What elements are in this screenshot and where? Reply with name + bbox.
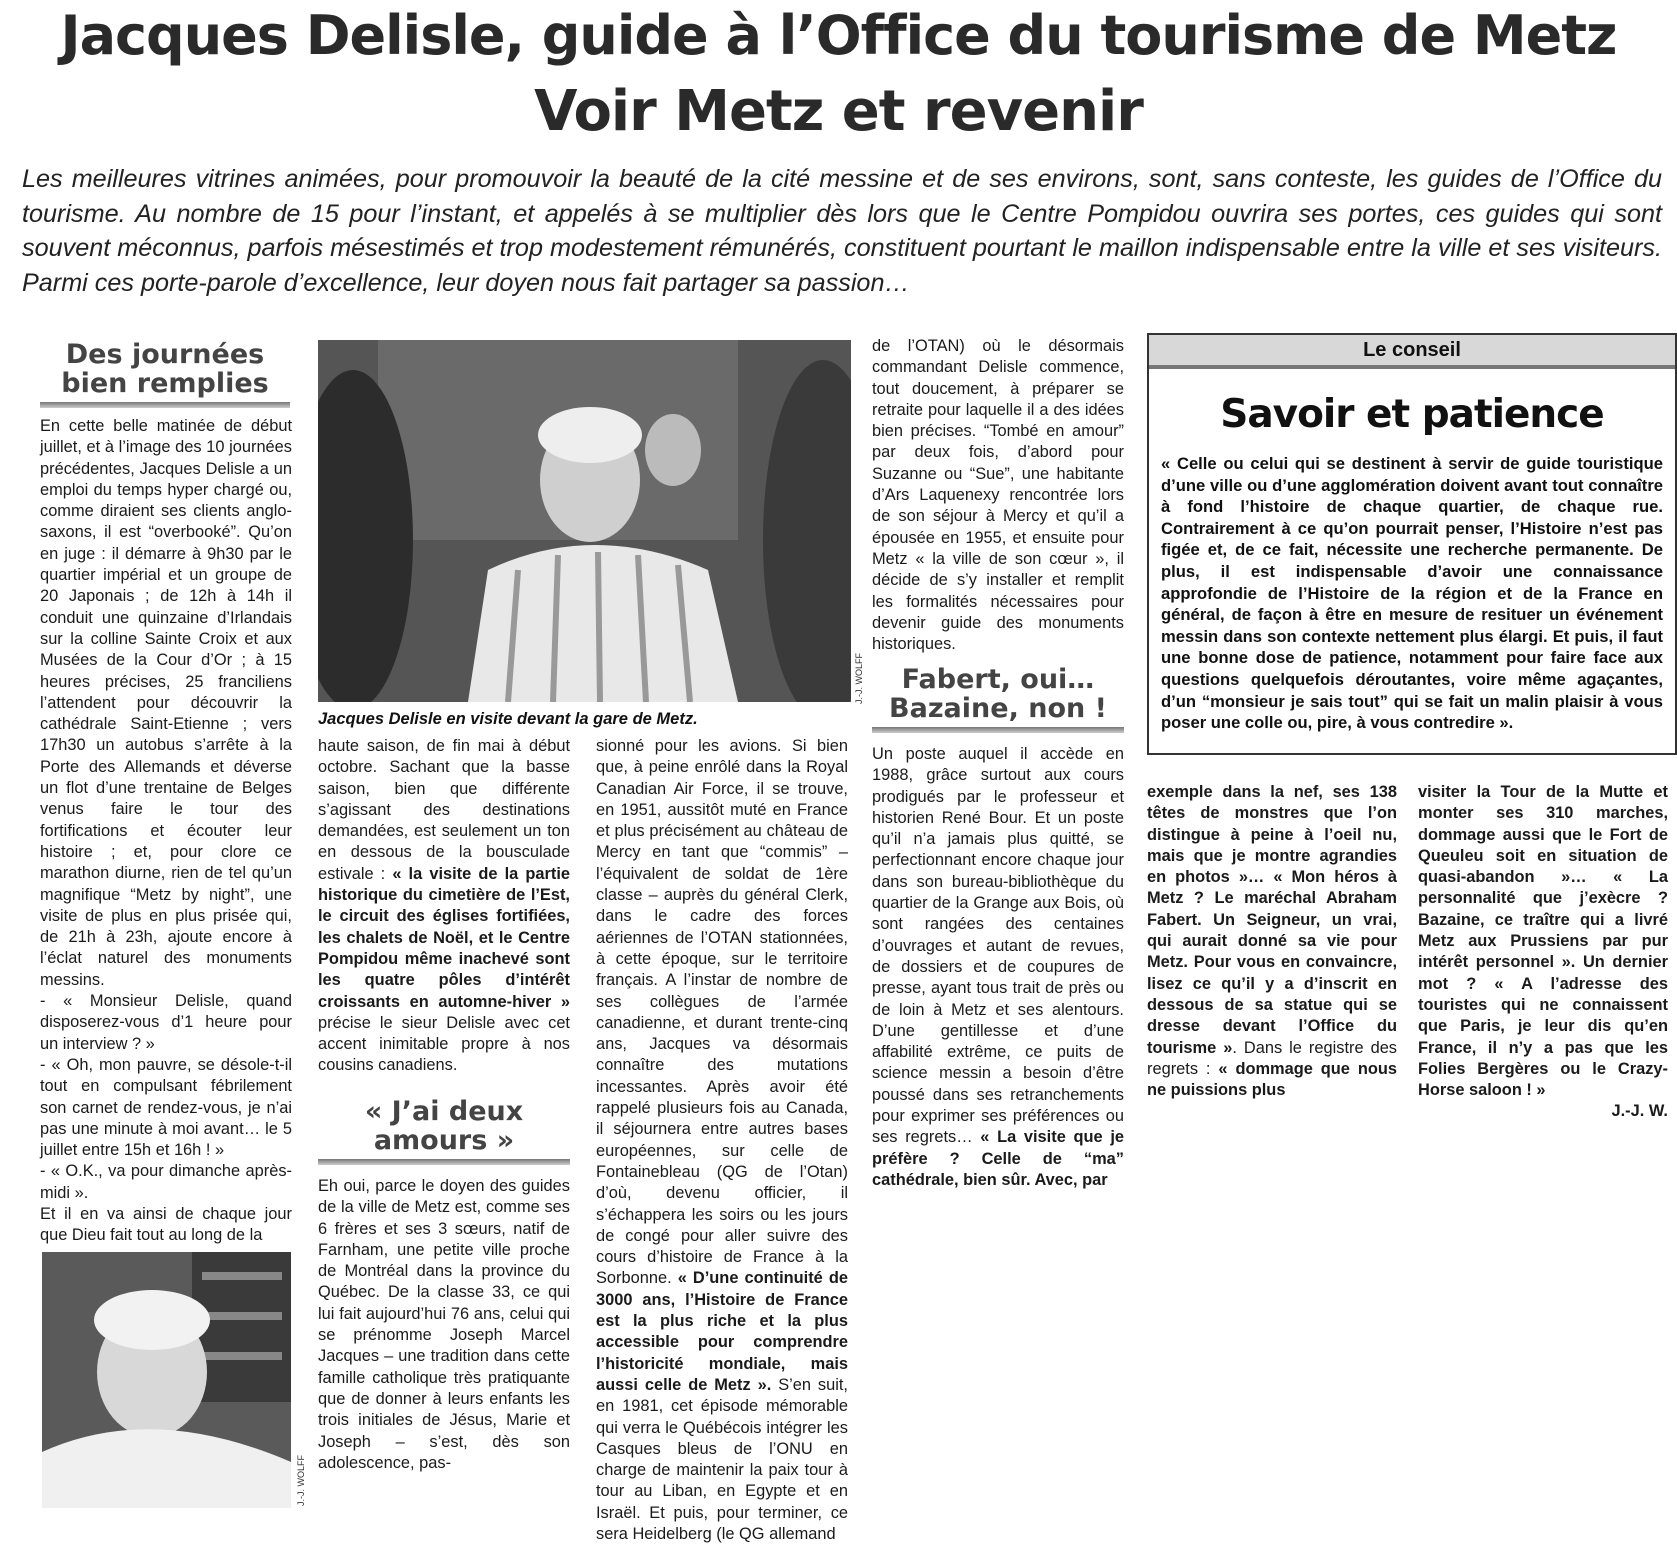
advice-box-header: Le conseil (1149, 335, 1675, 369)
col1-subhead (40, 340, 290, 398)
col2-subhead-line2: amours » (373, 1125, 515, 1156)
col4-subhead-rule (872, 727, 1124, 733)
col5-quote-b: « dommage que nous ne puissions plus (1147, 1059, 1397, 1100)
col5-quote-a: exemple dans la nef, ses 138 têtes de monstres que l’on distingue à peine à l’oeil nu, mais que je montre agrandies en photos »… « Mon héros à Metz ? Le maréchal Abraham Fabert. Un Seigneur, un vrai, qui aurait donné sa vie pour Metz. Pour vous en convaincre, lisez ce qu’il y a d’inscrit en dessous de sa statue qui se dresse devant l’Office du tourisme » (1147, 783, 1397, 1057)
advice-box-title: Savoir et patience (1220, 392, 1604, 437)
col2-text-top (318, 736, 570, 1077)
col5-text-a: . Dans le registre des regrets : (1147, 1038, 1398, 1078)
portrait-photo-credit: J.-J. WOLFF (296, 1455, 306, 1506)
col2-subhead-rule (318, 1159, 570, 1165)
headline-line1: Jacques Delisle, guide à l’Office du tourisme de Metz (60, 4, 1617, 67)
col2-text-a: haute saison, de fin mai à début octobre. Sachant que la basse saison, bien que différente s’agissant des destinations demandées, est seulement un ton en dessous de la bousculade estivale : (318, 737, 570, 883)
col4-subhead-line2: Bazaine, non ! (889, 693, 1107, 724)
col2-quote: « la visite de la partie historique du cimetière de l’Est, le circuit des églises fortifiées, les chalets de Noël, et le Centre Pompidou même inachevé sont les quatre pôles d’intérêt croissants en automne-hiver » (318, 864, 570, 1011)
portrait-photo (42, 1252, 291, 1508)
advice-box-text: « Celle ou celui qui se destinent à servir de guide touristique d’une ville ou d’une agglomération doivent avant tout connaître à fond l’histoire de chaque quartier, de chaque rue. Contrairement à ce qu’on pourrait penser, l’Histoire n’est pas figée et, de ce fait, nécessite une recherche permanente. De plus, il est indispensable d’avoir une connaissance approfondie de l’Histoire de la région et de la France en général, de façon à être en mesure de resituer un événement messin dans son contexte nettement plus élargi. Et puis, il faut une bonne dose de patience, notamment pour faire face aux questions quelquefois déroutantes, voire même agaçantes, d’un “monsieur je sais tout” qui se fait un malin plaisir à vous poser une colle ou, pire, à vous contredire ». (1161, 454, 1663, 733)
col1-paragraph: En cette belle matinée de début juillet, et à l’image des 10 journées précédentes, Jacques Delisle a un emploi du temps hyper chargé ou, comme diraient ses clients anglo-saxons, il est “overbooké”. Qu’on en juge : il démarre à 9h30 par le quartier impérial et un groupe de 20 Japonais ; de 12h à 14h il conduit une quinzaine d’Irlandais sur la colline Sainte Croix et aux Musées de la Cour d’Or ; à 15 heures précises, 25 franciliens l’attendent pour découvrir la cathédrale Saint-Etienne ; vers 17h30 un autobus s’arrête à la Porte des Allemands et déverse un flot d’une trentaine de Belges venus faire le tour des fortifications et écouter leur histoire ; et, pour clore ce marathon diurne, rien de tel qu’un magnifique “Metz by night”, une visite de plus en plus prisée qui, de 21h à 23h, ajoute encore à l’éclat naturel des monuments messins. (40, 417, 292, 989)
portrait-photo-image (42, 1252, 291, 1508)
col4-quote: « La visite que je préfère ? Celle de “ma” cathédrale, bien sûr. Avec, par (872, 1128, 1124, 1189)
col4-text-b: Un poste auquel il accède en 1988, grâce surtout aux cours prodigués par le professeur et historien René Bour. Et un poste qu’il n’a jamais plus quitté, se perfectionnant encore chaque jour dans son bureau-bibliothèque du quartier de la Grange aux Bois, où sont rangées des centaines d’ouvrages et autant de revues, de dossiers et de coupures de presse, ayant tous trait de près ou de loin à Metz et ses alentours. D’une gentillesse et d’une affabilité extrême, ce puits de science messin a besoin d’être poussé dans ses retranchements pour exprimer ses préférences ou ses regrets… (872, 745, 1124, 1147)
col4-text-bottom (872, 744, 1124, 1191)
col3-text (596, 736, 848, 1545)
main-photo-caption: Jacques Delisle en visite devant la gare de Metz. (318, 710, 698, 728)
main-photo (318, 340, 851, 702)
col1-subhead-line2: bien remplies (61, 368, 269, 399)
col1-dialogue-4: Et il en va ainsi de chaque jour que Dieu fait tout au long de la (40, 1204, 292, 1245)
col5-text (1147, 782, 1397, 1101)
col6-quote: visiter la Tour de la Mutte et monter ses 310 marches, dommage aussi que le Fort de Queuleu soit en situation de quasi-abandon »… « La personnalité que j’exècre ? Bazaine, ce traître qui a livré Metz aux Prussiens par pur intérêt personnel ». Un dernier mot ? « A l’adresse des touristes qui ne connaissent que Paris, je leur dis qu’en France, il n’y a pas que les Folies Bergères ou le Crazy-Horse saloon ! » (1418, 783, 1668, 1100)
col3-text-a: sionné pour les avions. Si bien que, à peine enrôlé dans la Royal Canadian Air Force, il se trouve, en 1951, aussitôt muté en France et plus précisément au château de Mercy en tant que “commis” – l’équivalent de soldat de 1ère classe – auprès du général Clerk, dans le cadre des forces aériennes de l’OTAN stationnées, à cette époque, sur le territoire français. A l’instar de nombre de ses collègues de l’armée canadienne, et durant trente-cinq ans, Jacques va désormais connaître des mutations incessantes. Après avoir été rappelé plusieurs fois au Canada, il séjournera entre autres bases européennes, sur celle de Fontainebleau (QG de l’Otan) d’où, devenu officier, il s’échappera les soirs ou les jours de congé pour aller suivre des cours d’histoire de France à la Sorbonne. (596, 737, 848, 1288)
col3-text-b: S’en suit, en 1981, cet épisode mémorable qui verra le Québécois intégrer les Casques bleus de l’ONU en charge de maintenir la paix tour à tour au Liban, en Egypte et en Israël. Et puis, pour terminer, ce sera Heidelberg (le QG allemand (596, 1375, 848, 1543)
col4-text-a: de l’OTAN) où le désormais commandant Delisle commence, tout doucement, à préparer se retraite pour laquelle il a des idées bien précises. “Tombé en amour” par deux fois, d’abord pour Suzanne ou “Sue”, une habitante d’Ars Laquenexy rencontrée lors de son séjour à Mercy et qu’il a épousée en 1955, et ensuite pour Metz « la ville de son cœur », il décide de s’y installer et remplit les formalités nécessaires pour devenir guide des monuments historiques. (872, 337, 1124, 654)
col1-dialogue-2: - « Oh, mon pauvre, se désole-t-il tout en compulsant fébrilement son carnet de rendez-vous, je n’ai pas une minute à moi avant… le 5 juillet entre 15h et 16h ! » (40, 1055, 292, 1160)
main-photo-image (318, 340, 851, 702)
col2-subhead-line1: « J’ai deux (364, 1096, 524, 1127)
col4-subhead (872, 665, 1124, 723)
col2-subhead (318, 1097, 570, 1155)
col1-dialogue-3: - « O.K., va pour dimanche après-midi ». (40, 1162, 292, 1202)
col1-subhead-rule (40, 402, 290, 408)
col1-text (40, 416, 292, 1247)
headline-line2: Voir Metz et revenir (534, 79, 1143, 144)
col1-dialogue-1: - « Monsieur Delisle, quand disposerez-vous d’1 heure pour un interview ? » (40, 992, 292, 1053)
col3-quote: « D’une continuité de 3000 ans, l’Histoire de France est la plus riche et la plus accessible pour comprendre l’historicité mondiale, mais aussi celle de Metz ». (596, 1269, 848, 1394)
col4-subhead-line1: Fabert, oui… (901, 664, 1095, 695)
col6-text (1418, 782, 1668, 1123)
signature: J.-J. W. (1611, 1102, 1668, 1121)
advice-box (1147, 333, 1677, 755)
col2-text-b: précise le sieur Delisle avec cet accent inimitable propre à nos cousins canadiens. (318, 1013, 570, 1075)
col1-subhead-line1: Des journées (65, 339, 265, 370)
col2-text-bottom (318, 1176, 570, 1474)
intro-paragraph: Les meilleures vitrines animées, pour promouvoir la beauté de la cité messine et de ses environs, sont, sans conteste, les guides de l’Office du tourisme. Au nombre de 15 pour l’instant, et appelés à se multiplier dès lors que le Centre Pompidou ouvrira ses portes, ces guides qui sont souvent méconnus, parfois mésestimés et trop modestement rémunérés, constituent pourtant le maillon indispensable entre la ville et ses visiteurs. Parmi ces porte-parole d’excellence, leur doyen nous fait partager sa passion… (22, 165, 1662, 297)
main-photo-credit: J.-J. WOLFF (854, 653, 864, 704)
col4-text-top (872, 336, 1124, 655)
col2-text-c: Eh oui, parce le doyen des guides de la ville de Metz est, comme ses 6 frères et ses 3 sœurs, natif de Farnham, une petite ville proche de Montréal dans la province du Québec. De la classe 33, ce qui lui fait aujourd’hui 76 ans, celui qui se prénomme Joseph Marcel Jacques – une tradition dans cette famille catholique très pratiquante que de donner à leurs enfants les trois initiales de Jésus, Marie et Joseph – s’est, dès son adolescence, pas- (318, 1177, 570, 1472)
